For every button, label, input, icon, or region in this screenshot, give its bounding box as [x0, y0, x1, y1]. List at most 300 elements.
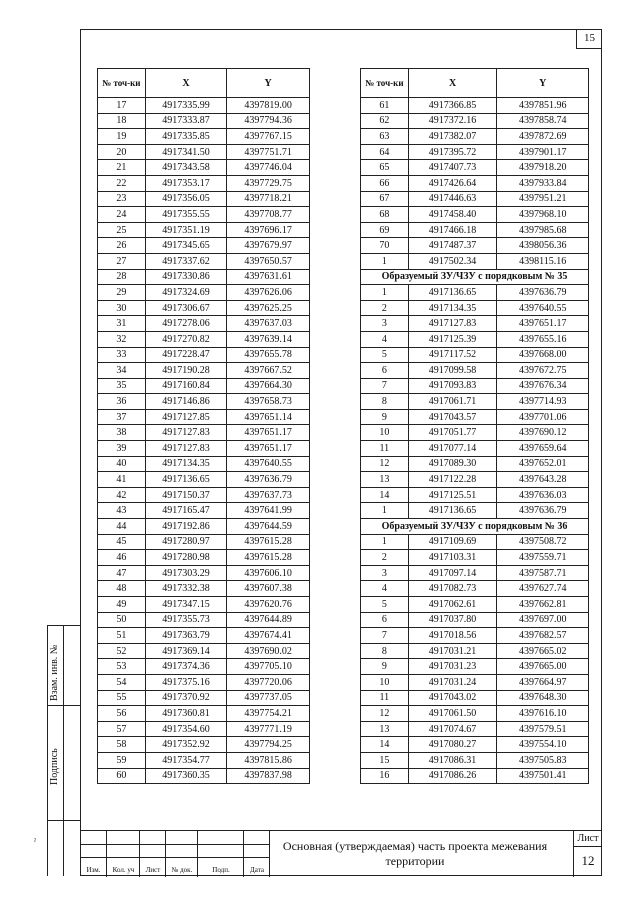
- point-number-cell: 59: [98, 752, 146, 768]
- table-row: [361, 472, 589, 488]
- point-number-cell: 7: [361, 628, 409, 644]
- x-cell: 4917354.77: [145, 752, 227, 768]
- table-row: [361, 674, 589, 690]
- point-number-cell: 54: [98, 674, 146, 690]
- point-number-cell: 8: [361, 643, 409, 659]
- point-number-cell: 63: [361, 129, 409, 145]
- page-number: 15: [576, 29, 602, 49]
- point-number-cell: 61: [361, 98, 409, 114]
- point-number-cell: 18: [98, 113, 146, 129]
- x-cell: 4917369.14: [145, 643, 227, 659]
- table-row: [98, 737, 310, 753]
- y-cell: 4397639.14: [227, 331, 310, 347]
- point-number-cell: 26: [98, 238, 146, 254]
- x-cell: 4917337.62: [145, 253, 227, 269]
- point-number-cell: 46: [98, 550, 146, 566]
- y-cell: 4397644.89: [227, 612, 310, 628]
- point-number-cell: 19: [98, 129, 146, 145]
- point-number-cell: 37: [98, 409, 146, 425]
- x-cell: 4917370.92: [145, 690, 227, 706]
- y-cell: 4397664.30: [227, 378, 310, 394]
- point-number-cell: 8: [361, 394, 409, 410]
- y-cell: 4397858.74: [497, 113, 589, 129]
- point-number-cell: 1: [361, 285, 409, 301]
- x-cell: 4917332.38: [145, 581, 227, 597]
- table-row: [361, 752, 589, 768]
- x-cell: 4917089.30: [408, 456, 497, 472]
- sheet-label: Лист: [577, 833, 599, 844]
- point-number-cell: 3: [361, 316, 409, 332]
- table-row: [98, 300, 310, 316]
- point-number-cell: 43: [98, 503, 146, 519]
- point-number-cell: 38: [98, 425, 146, 441]
- point-number-cell: 32: [98, 331, 146, 347]
- point-number-cell: 13: [361, 721, 409, 737]
- header-point-number: № точ-ки: [98, 69, 146, 98]
- x-cell: 4917051.77: [408, 425, 497, 441]
- x-cell: 4917363.79: [145, 628, 227, 644]
- header-x: X: [408, 69, 497, 98]
- stamp-label-date: Дата: [250, 866, 264, 874]
- table-row: [98, 581, 310, 597]
- y-cell: 4397708.77: [227, 207, 310, 223]
- x-cell: 4917037.80: [408, 612, 497, 628]
- y-cell: 4397754.21: [227, 706, 310, 722]
- point-number-cell: 1: [361, 503, 409, 519]
- table-row: [361, 113, 589, 129]
- x-cell: 4917352.92: [145, 737, 227, 753]
- point-number-cell: 28: [98, 269, 146, 285]
- point-number-cell: 15: [361, 752, 409, 768]
- y-cell: 4397901.17: [497, 144, 589, 160]
- point-number-cell: 68: [361, 207, 409, 223]
- table-row: [361, 394, 589, 410]
- y-cell: 4397714.93: [497, 394, 589, 410]
- x-cell: 4917335.85: [145, 129, 227, 145]
- table-row: [361, 175, 589, 191]
- header-point-number: № точ-ки: [361, 69, 409, 98]
- x-cell: 4917136.65: [408, 503, 497, 519]
- point-number-cell: 51: [98, 628, 146, 644]
- point-number-cell: 4: [361, 581, 409, 597]
- table-row: [361, 98, 589, 114]
- y-cell: 4397501.41: [497, 768, 589, 784]
- stamp-label-kol-uch: Кол. уч: [112, 866, 135, 874]
- x-cell: 4917360.35: [145, 768, 227, 784]
- table-row: [361, 534, 589, 550]
- table-row: [98, 519, 310, 535]
- coordinates-table-left: [97, 68, 310, 784]
- header-x: X: [145, 69, 227, 98]
- point-number-cell: 1: [361, 253, 409, 269]
- y-cell: 4397794.36: [227, 113, 310, 129]
- x-cell: 4917446.63: [408, 191, 497, 207]
- x-cell: 4917280.98: [145, 550, 227, 566]
- table-row: [98, 456, 310, 472]
- table-row: [98, 253, 310, 269]
- point-number-cell: 11: [361, 690, 409, 706]
- side-stamp: [47, 625, 80, 876]
- point-number-cell: 42: [98, 487, 146, 503]
- y-cell: 4398115.16: [497, 253, 589, 269]
- y-cell: 4397554.10: [497, 737, 589, 753]
- x-cell: 4917372.16: [408, 113, 497, 129]
- x-cell: 4917122.28: [408, 472, 497, 488]
- x-cell: 4917343.58: [145, 160, 227, 176]
- point-number-cell: 30: [98, 300, 146, 316]
- point-number-cell: 10: [361, 674, 409, 690]
- x-cell: 4917136.65: [408, 285, 497, 301]
- y-cell: 4397636.79: [227, 472, 310, 488]
- point-number-cell: 47: [98, 565, 146, 581]
- x-cell: 4917031.24: [408, 674, 497, 690]
- table-row: [98, 534, 310, 550]
- point-number-cell: 21: [98, 160, 146, 176]
- y-cell: 4397655.78: [227, 347, 310, 363]
- point-number-cell: 22: [98, 175, 146, 191]
- sheet-number: 12: [581, 853, 595, 868]
- y-cell: 4397665.02: [497, 643, 589, 659]
- point-number-cell: 33: [98, 347, 146, 363]
- x-cell: 4917082.73: [408, 581, 497, 597]
- document-title: Основная (утверждаемая) часть проекта межевания территории: [282, 839, 548, 868]
- x-cell: 4917228.47: [145, 347, 227, 363]
- y-cell: 4397615.28: [227, 550, 310, 566]
- x-cell: 4917407.73: [408, 160, 497, 176]
- table-row: [361, 612, 589, 628]
- table-row: [361, 628, 589, 644]
- point-number-cell: 12: [361, 456, 409, 472]
- x-cell: 4917360.81: [145, 706, 227, 722]
- table-row: [361, 487, 589, 503]
- table-row: [361, 565, 589, 581]
- y-cell: 4397606.10: [227, 565, 310, 581]
- point-number-cell: 6: [361, 612, 409, 628]
- y-cell: 4397815.86: [227, 752, 310, 768]
- point-number-cell: 16: [361, 768, 409, 784]
- y-cell: 4398056.36: [497, 238, 589, 254]
- point-number-cell: 17: [98, 98, 146, 114]
- x-cell: 4917382.07: [408, 129, 497, 145]
- y-cell: 4397664.97: [497, 674, 589, 690]
- table-row: [98, 144, 310, 160]
- header-y: Y: [497, 69, 589, 98]
- x-cell: 4917031.23: [408, 659, 497, 675]
- point-number-cell: 41: [98, 472, 146, 488]
- x-cell: 4917355.55: [145, 207, 227, 223]
- x-cell: 4917125.51: [408, 487, 497, 503]
- point-number-cell: 23: [98, 191, 146, 207]
- y-cell: 4397648.30: [497, 690, 589, 706]
- y-cell: 4397652.01: [497, 456, 589, 472]
- point-number-cell: 48: [98, 581, 146, 597]
- table-row: [361, 706, 589, 722]
- table-row: [361, 238, 589, 254]
- x-cell: 4917150.37: [145, 487, 227, 503]
- point-number-cell: 14: [361, 487, 409, 503]
- y-cell: 4397636.03: [497, 487, 589, 503]
- table-row: [98, 175, 310, 191]
- y-cell: 4397737.05: [227, 690, 310, 706]
- point-number-cell: 12: [361, 706, 409, 722]
- x-cell: 4917134.35: [145, 456, 227, 472]
- y-cell: 4397607.38: [227, 581, 310, 597]
- table-row: [98, 98, 310, 114]
- x-cell: 4917347.15: [145, 597, 227, 613]
- x-cell: 4917165.47: [145, 503, 227, 519]
- y-cell: 4397655.16: [497, 331, 589, 347]
- point-number-cell: 24: [98, 207, 146, 223]
- y-cell: 4397651.17: [227, 441, 310, 457]
- point-number-cell: 39: [98, 441, 146, 457]
- y-cell: 4397587.71: [497, 565, 589, 581]
- table-row: [361, 659, 589, 675]
- point-number-cell: 53: [98, 659, 146, 675]
- x-cell: 4917117.52: [408, 347, 497, 363]
- table-row: [98, 503, 310, 519]
- y-cell: 4397651.17: [227, 425, 310, 441]
- table-row: [98, 129, 310, 145]
- table-row: [361, 222, 589, 238]
- point-number-cell: 9: [361, 659, 409, 675]
- y-cell: 4397626.06: [227, 285, 310, 301]
- point-number-cell: 14: [361, 737, 409, 753]
- table-row: [98, 160, 310, 176]
- y-cell: 4397640.55: [227, 456, 310, 472]
- table-row: [361, 144, 589, 160]
- y-cell: 4397690.12: [497, 425, 589, 441]
- table-row: [98, 612, 310, 628]
- y-cell: 4397651.14: [227, 409, 310, 425]
- table-row: [98, 316, 310, 332]
- point-number-cell: 70: [361, 238, 409, 254]
- x-cell: 4917330.86: [145, 269, 227, 285]
- section-header-row: [361, 519, 589, 535]
- table-row: [98, 409, 310, 425]
- x-cell: 4917374.36: [145, 659, 227, 675]
- point-number-cell: 52: [98, 643, 146, 659]
- y-cell: 4397644.59: [227, 519, 310, 535]
- table-row: [361, 409, 589, 425]
- y-cell: 4397643.28: [497, 472, 589, 488]
- table-row: [98, 222, 310, 238]
- table-row: [98, 752, 310, 768]
- x-cell: 4917280.97: [145, 534, 227, 550]
- x-cell: 4917127.85: [145, 409, 227, 425]
- table-row: [98, 690, 310, 706]
- x-cell: 4917192.86: [145, 519, 227, 535]
- table-row: [98, 550, 310, 566]
- x-cell: 4917103.31: [408, 550, 497, 566]
- table-row: [98, 347, 310, 363]
- x-cell: 4917502.34: [408, 253, 497, 269]
- stamp-label-izm: Изм.: [86, 866, 101, 874]
- table-row: [98, 721, 310, 737]
- header-y: Y: [227, 69, 310, 98]
- table-row: [361, 331, 589, 347]
- table-row: [361, 425, 589, 441]
- point-number-cell: 1: [361, 534, 409, 550]
- point-number-cell: 45: [98, 534, 146, 550]
- table-row: [98, 207, 310, 223]
- table-row: [361, 285, 589, 301]
- x-cell: 4917074.67: [408, 721, 497, 737]
- x-cell: 4917190.28: [145, 363, 227, 379]
- point-number-cell: 60: [98, 768, 146, 784]
- table-row: [98, 628, 310, 644]
- y-cell: 4397682.57: [497, 628, 589, 644]
- table-row: [98, 269, 310, 285]
- x-cell: 4917306.67: [145, 300, 227, 316]
- point-number-cell: 56: [98, 706, 146, 722]
- x-cell: 4917018.56: [408, 628, 497, 644]
- point-number-cell: 29: [98, 285, 146, 301]
- x-cell: 4917109.69: [408, 534, 497, 550]
- y-cell: 4397767.15: [227, 129, 310, 145]
- table-row: [361, 441, 589, 457]
- x-cell: 4917341.50: [145, 144, 227, 160]
- x-cell: 4917324.69: [145, 285, 227, 301]
- point-number-cell: 27: [98, 253, 146, 269]
- stamp-label-list: Лист: [145, 866, 161, 874]
- y-cell: 4397985.68: [497, 222, 589, 238]
- y-cell: 4397696.17: [227, 222, 310, 238]
- point-number-cell: 13: [361, 472, 409, 488]
- point-number-cell: 44: [98, 519, 146, 535]
- y-cell: 4397690.02: [227, 643, 310, 659]
- y-cell: 4397662.81: [497, 597, 589, 613]
- point-number-cell: 50: [98, 612, 146, 628]
- point-number-cell: 62: [361, 113, 409, 129]
- table-row: [98, 441, 310, 457]
- point-number-cell: 49: [98, 597, 146, 613]
- y-cell: 4397636.79: [497, 503, 589, 519]
- table-row: [361, 456, 589, 472]
- coordinates-table-right: [360, 68, 589, 784]
- x-cell: 4917375.16: [145, 674, 227, 690]
- x-cell: 4917127.83: [145, 425, 227, 441]
- y-cell: 4397637.73: [227, 487, 310, 503]
- y-cell: 4397751.71: [227, 144, 310, 160]
- point-number-cell: 65: [361, 160, 409, 176]
- y-cell: 4397794.25: [227, 737, 310, 753]
- y-cell: 4397650.57: [227, 253, 310, 269]
- y-cell: 4397705.10: [227, 659, 310, 675]
- x-cell: 4917099.58: [408, 363, 497, 379]
- table-row: [98, 674, 310, 690]
- x-cell: 4917270.82: [145, 331, 227, 347]
- x-cell: 4917134.35: [408, 300, 497, 316]
- y-cell: 4397918.20: [497, 160, 589, 176]
- table-row: [98, 597, 310, 613]
- table-row: [98, 191, 310, 207]
- y-cell: 4397651.17: [497, 316, 589, 332]
- table-row: [361, 129, 589, 145]
- x-cell: 4917395.72: [408, 144, 497, 160]
- point-number-cell: 5: [361, 347, 409, 363]
- x-cell: 4917127.83: [145, 441, 227, 457]
- x-cell: 4917426.64: [408, 175, 497, 191]
- x-cell: 4917093.83: [408, 378, 497, 394]
- point-number-cell: 25: [98, 222, 146, 238]
- y-cell: 4397615.28: [227, 534, 310, 550]
- table-row: [361, 300, 589, 316]
- x-cell: 4917127.83: [408, 316, 497, 332]
- x-cell: 4917146.86: [145, 394, 227, 410]
- x-cell: 4917043.57: [408, 409, 497, 425]
- point-number-cell: 57: [98, 721, 146, 737]
- x-cell: 4917160.84: [145, 378, 227, 394]
- x-cell: 4917366.85: [408, 98, 497, 114]
- y-cell: 4397729.75: [227, 175, 310, 191]
- table-row: [361, 160, 589, 176]
- point-number-cell: 35: [98, 378, 146, 394]
- table-row: [361, 721, 589, 737]
- y-cell: 4397668.00: [497, 347, 589, 363]
- y-cell: 4397771.19: [227, 721, 310, 737]
- y-cell: 4397505.83: [497, 752, 589, 768]
- table-row: [361, 643, 589, 659]
- x-cell: 4917136.65: [145, 472, 227, 488]
- y-cell: 4397968.10: [497, 207, 589, 223]
- table-row: [361, 191, 589, 207]
- x-cell: 4917335.99: [145, 98, 227, 114]
- y-cell: 4397559.71: [497, 550, 589, 566]
- y-cell: 4397851.96: [497, 98, 589, 114]
- table-row: [98, 643, 310, 659]
- y-cell: 4397658.73: [227, 394, 310, 410]
- point-number-cell: 20: [98, 144, 146, 160]
- y-cell: 4397676.34: [497, 378, 589, 394]
- x-cell: 4917086.26: [408, 768, 497, 784]
- y-cell: 4397620.76: [227, 597, 310, 613]
- y-cell: 4397636.79: [497, 285, 589, 301]
- point-number-cell: 58: [98, 737, 146, 753]
- y-cell: 4397674.41: [227, 628, 310, 644]
- title-block: [80, 830, 602, 876]
- point-number-cell: 55: [98, 690, 146, 706]
- x-cell: 4917031.21: [408, 643, 497, 659]
- point-number-cell: 67: [361, 191, 409, 207]
- table-row: [98, 565, 310, 581]
- y-cell: 4397697.00: [497, 612, 589, 628]
- x-cell: 4917080.27: [408, 737, 497, 753]
- podpis-label: Подпись: [49, 748, 60, 785]
- y-cell: 4397718.21: [227, 191, 310, 207]
- point-number-cell: 69: [361, 222, 409, 238]
- table-row: [98, 378, 310, 394]
- x-cell: 4917061.50: [408, 706, 497, 722]
- table-row: [98, 238, 310, 254]
- table-row: [98, 113, 310, 129]
- point-number-cell: 6: [361, 363, 409, 379]
- y-cell: 4397579.51: [497, 721, 589, 737]
- x-cell: 4917355.73: [145, 612, 227, 628]
- table-row: [361, 581, 589, 597]
- x-cell: 4917062.61: [408, 597, 497, 613]
- x-cell: 4917097.14: [408, 565, 497, 581]
- y-cell: 4397659.64: [497, 441, 589, 457]
- y-cell: 4397679.97: [227, 238, 310, 254]
- point-number-cell: 11: [361, 441, 409, 457]
- x-cell: 4917303.29: [145, 565, 227, 581]
- x-cell: 4917278.06: [145, 316, 227, 332]
- point-number-cell: 10: [361, 425, 409, 441]
- point-number-cell: 40: [98, 456, 146, 472]
- x-cell: 4917077.14: [408, 441, 497, 457]
- y-cell: 4397933.84: [497, 175, 589, 191]
- x-cell: 4917356.05: [145, 191, 227, 207]
